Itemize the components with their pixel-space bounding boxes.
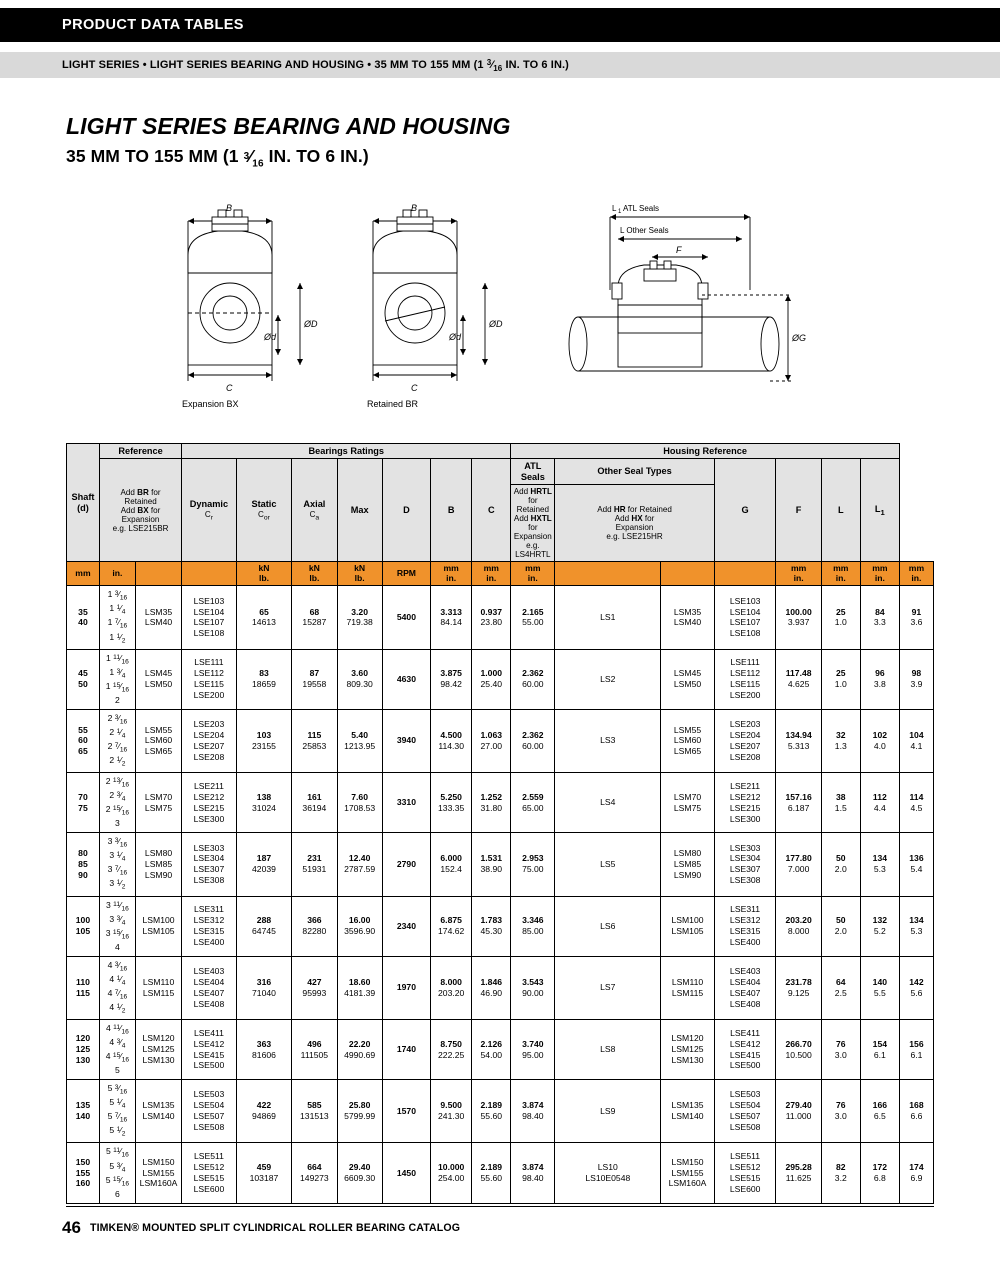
cell-reference-lsm: LSM35 LSM40 xyxy=(135,586,181,649)
cell-max-rpm: 4630 xyxy=(382,649,430,709)
table-row xyxy=(67,586,934,649)
units-shaft-mm: mm xyxy=(67,562,100,586)
cell-shaft-in: 4 $^3⁄_{16}$ 4 $^1⁄_4$ 4 $^7⁄_{16}$ 4 $^1⁄_2$ xyxy=(99,956,135,1019)
cell-dim-C: 2.362 60.00 xyxy=(511,709,555,772)
svg-text:ØG: ØG xyxy=(792,333,807,343)
cell-housing-lse: LSE411 LSE412 LSE415 LSE500 xyxy=(714,1019,776,1079)
cell-reference-lsm: LSM100 LSM105 xyxy=(135,896,181,956)
units-hsg-b xyxy=(714,562,776,586)
figure-housing-assembly xyxy=(560,195,820,410)
cell-housing-lsm: LSM135 LSM140 xyxy=(661,1080,714,1143)
cell-housing-lse: LSE503 LSE504 LSE507 LSE508 xyxy=(714,1080,776,1143)
breadcrumb: LIGHT SERIES • LIGHT SERIES BEARING AND HOUSING • 35 MM TO 155 MM (1 $^3⁄_{16}$ IN. TO 6 IN.) xyxy=(62,58,569,74)
units-atl xyxy=(555,562,661,586)
header-axial-label: Axial xyxy=(303,498,326,509)
cell-dim-L1: 114 4.5 xyxy=(899,773,933,833)
header-G: G xyxy=(714,459,776,562)
header-axial xyxy=(292,459,337,562)
cell-dim-D: 3.875 98.42 xyxy=(431,649,472,709)
units-B: mm in. xyxy=(472,562,511,586)
units-ref-b xyxy=(182,562,237,586)
svg-text:Expansion BX: Expansion BX xyxy=(182,399,239,409)
cell-shaft-mm: 35 40 xyxy=(67,586,100,649)
cell-dynamic-rating: 103 23155 xyxy=(236,709,292,772)
page-subtitle-fraction: 3 xyxy=(243,151,250,162)
cell-shaft-mm: 55 60 65 xyxy=(67,709,100,772)
cell-dim-F: 32 1.3 xyxy=(821,709,860,772)
svg-text:B: B xyxy=(226,203,233,213)
cell-dim-L1: 104 4.1 xyxy=(899,709,933,772)
cell-static-rating: 115 25853 xyxy=(292,709,337,772)
cell-dim-C: 3.543 90.00 xyxy=(511,956,555,1019)
cell-shaft-mm: 45 50 xyxy=(67,649,100,709)
cell-dim-C: 2.559 65.00 xyxy=(511,773,555,833)
svg-text:ØD: ØD xyxy=(304,319,318,329)
cell-dim-B: 1.783 45.30 xyxy=(472,896,511,956)
cell-dim-C: 3.874 98.40 xyxy=(511,1080,555,1143)
breadcrumb-fraction-denom: 16 xyxy=(493,64,503,74)
cell-dim-D: 10.000 254.00 xyxy=(431,1143,472,1203)
cell-dim-G: 134.94 5.313 xyxy=(776,709,821,772)
header-C: C xyxy=(472,459,511,562)
cell-atl-seal: LS2 xyxy=(555,649,661,709)
cell-housing-lse: LSE111 LSE112 LSE115 LSE200 xyxy=(714,649,776,709)
units-C: mm in. xyxy=(511,562,555,586)
units-shaft-in: in. xyxy=(99,562,135,586)
cell-shaft-in: 5 $^3⁄_{16}$ 5 $^1⁄_4$ 5 $^7⁄_{16}$ 5 $^1⁄_2$ xyxy=(99,1080,135,1143)
cell-dynamic-rating: 65 14613 xyxy=(236,586,292,649)
cell-max-rpm: 1570 xyxy=(382,1080,430,1143)
cell-dim-C: 2.165 55.00 xyxy=(511,586,555,649)
cell-dim-D: 6.875 174.62 xyxy=(431,896,472,956)
cell-dim-G: 231.78 9.125 xyxy=(776,956,821,1019)
units-L: mm in. xyxy=(860,562,899,586)
cell-dim-G: 117.48 4.625 xyxy=(776,649,821,709)
cell-axial-rating: 5.40 1213.95 xyxy=(337,709,382,772)
units-dynamic: kN lb. xyxy=(236,562,292,586)
cell-dim-D: 8.750 222.25 xyxy=(431,1019,472,1079)
cell-atl-seal: LS5 xyxy=(555,833,661,896)
cell-dim-F: 64 2.5 xyxy=(821,956,860,1019)
cell-shaft-in: 1 $^3⁄_{16}$ 1 $^1⁄_4$ 1 $^7⁄_{16}$ 1 $^1⁄_2$ xyxy=(99,586,135,649)
cell-dim-F: 50 2.0 xyxy=(821,833,860,896)
cell-atl-seal: LS7 xyxy=(555,956,661,1019)
cell-dim-L: 134 5.3 xyxy=(860,833,899,896)
cell-dim-F: 76 3.0 xyxy=(821,1080,860,1143)
cell-reference-lse: LSE303 LSE304 LSE307 LSE308 xyxy=(182,833,237,896)
table-row xyxy=(67,1080,934,1143)
header-shaft xyxy=(67,444,100,562)
cell-dim-L1: 136 5.4 xyxy=(899,833,933,896)
cell-shaft-in: 3 $^3⁄_{16}$ 3 $^1⁄_4$ 3 $^7⁄_{16}$ 3 $^1⁄_2$ xyxy=(99,833,135,896)
cell-axial-rating: 25.80 5799.99 xyxy=(337,1080,382,1143)
header-shaft-sub: (d) xyxy=(77,502,89,513)
cell-dim-D: 5.250 133.35 xyxy=(431,773,472,833)
page-subtitle-post: IN. TO 6 IN.) xyxy=(263,146,369,166)
cell-dynamic-rating: 459 103187 xyxy=(236,1143,292,1203)
cell-max-rpm: 3310 xyxy=(382,773,430,833)
cell-dim-F: 38 1.5 xyxy=(821,773,860,833)
cell-reference-lse: LSE203 LSE204 LSE207 LSE208 xyxy=(182,709,237,772)
svg-text:L Other Seals: L Other Seals xyxy=(620,226,669,235)
cell-reference-lsm: LSM70 LSM75 xyxy=(135,773,181,833)
header-static-sub: $C_{or}$ xyxy=(258,509,270,522)
cell-reference-lse: LSE111 LSE112 LSE115 LSE200 xyxy=(182,649,237,709)
units-static: kN lb. xyxy=(292,562,337,586)
svg-text:F: F xyxy=(676,245,682,255)
cell-dim-C: 3.874 98.40 xyxy=(511,1143,555,1203)
cell-dim-L: 172 6.8 xyxy=(860,1143,899,1203)
cell-reference-lsm: LSM110 LSM115 xyxy=(135,956,181,1019)
cell-static-rating: 427 95993 xyxy=(292,956,337,1019)
sub-header-bar xyxy=(0,52,1000,78)
breadcrumb-post: IN. TO 6 IN.) xyxy=(502,59,569,71)
cell-static-rating: 161 36194 xyxy=(292,773,337,833)
cell-shaft-in: 2 $^{13}⁄_{16}$ 2 $^3⁄_4$ 2 $^{15}⁄_{16}$ 3 xyxy=(99,773,135,833)
units-F: mm in. xyxy=(821,562,860,586)
cell-dim-L: 102 4.0 xyxy=(860,709,899,772)
cell-dim-C: 3.740 95.00 xyxy=(511,1019,555,1079)
header-other-seal-types: Other Seal Types xyxy=(555,459,714,485)
svg-text:B: B xyxy=(411,203,418,213)
cell-dim-B: 1.846 46.90 xyxy=(472,956,511,1019)
cell-max-rpm: 3940 xyxy=(382,709,430,772)
svg-text:Ød: Ød xyxy=(449,332,462,342)
cell-dim-L1: 98 3.9 xyxy=(899,649,933,709)
table-row xyxy=(67,1143,934,1203)
cell-static-rating: 231 51931 xyxy=(292,833,337,896)
cell-axial-rating: 16.00 3596.90 xyxy=(337,896,382,956)
footer-text: TIMKEN® MOUNTED SPLIT CYLINDRICAL ROLLER BEARING CATALOG xyxy=(90,1222,461,1234)
breadcrumb-pre: LIGHT SERIES • LIGHT SERIES BEARING AND HOUSING • 35 MM TO 155 MM (1 xyxy=(62,59,487,71)
header-axial-sub: $C_a$ xyxy=(309,509,320,522)
cell-shaft-in: 4 $^{11}⁄_{16}$ 4 $^3⁄_4$ 4 $^{15}⁄_{16}$ 5 xyxy=(99,1019,135,1079)
cell-shaft-mm: 80 85 90 xyxy=(67,833,100,896)
svg-text:C: C xyxy=(411,383,418,393)
cell-max-rpm: 1970 xyxy=(382,956,430,1019)
product-data-tables-title: PRODUCT DATA TABLES xyxy=(62,17,244,33)
cell-reference-lse: LSE503 LSE504 LSE507 LSE508 xyxy=(182,1080,237,1143)
cell-reference-lsm: LSM80 LSM85 LSM90 xyxy=(135,833,181,896)
cell-static-rating: 68 15287 xyxy=(292,586,337,649)
table-units-row xyxy=(67,562,934,586)
cell-dim-G: 100.00 3.937 xyxy=(776,586,821,649)
cell-atl-seal: LS10 LS10E0548 xyxy=(555,1143,661,1203)
units-max: RPM xyxy=(382,562,430,586)
cell-dim-G: 266.70 10.500 xyxy=(776,1019,821,1079)
cell-dim-L1: 142 5.6 xyxy=(899,956,933,1019)
cell-dim-B: 1.063 27.00 xyxy=(472,709,511,772)
cell-reference-lsm: LSM45 LSM50 xyxy=(135,649,181,709)
header-dynamic xyxy=(182,459,237,562)
cell-dim-B: 1.000 25.40 xyxy=(472,649,511,709)
cell-dim-L: 96 3.8 xyxy=(860,649,899,709)
cell-reference-lse: LSE511 LSE512 LSE515 LSE600 xyxy=(182,1143,237,1203)
header-bearings-ratings-group: Bearings Ratings xyxy=(182,444,511,459)
cell-shaft-in: 1 $^{11}⁄_{16}$ 1 $^3⁄_4$ 1 $^{15}⁄_{16}$ 2 xyxy=(99,649,135,709)
cell-housing-lse: LSE203 LSE204 LSE207 LSE208 xyxy=(714,709,776,772)
cell-dim-F: 25 1.0 xyxy=(821,649,860,709)
cell-dim-G: 295.28 11.625 xyxy=(776,1143,821,1203)
header-L: L xyxy=(821,459,860,562)
cell-shaft-mm: 110 115 xyxy=(67,956,100,1019)
cell-static-rating: 585 131513 xyxy=(292,1080,337,1143)
cell-housing-lsm: LSM70 LSM75 xyxy=(661,773,714,833)
header-other-note: Add HR for Retained Add HX for Expansion e.g. LSE215HR xyxy=(555,484,714,562)
cell-dim-L: 140 5.5 xyxy=(860,956,899,1019)
cell-reference-lsm: LSM55 LSM60 LSM65 xyxy=(135,709,181,772)
table-row xyxy=(67,773,934,833)
cell-dim-L: 132 5.2 xyxy=(860,896,899,956)
cell-housing-lse: LSE303 LSE304 LSE307 LSE308 xyxy=(714,833,776,896)
svg-text:Retained BR: Retained BR xyxy=(367,399,419,409)
table-row xyxy=(67,649,934,709)
figure-expansion-bx xyxy=(160,195,360,410)
cell-dim-G: 203.20 8.000 xyxy=(776,896,821,956)
units-ref-a xyxy=(135,562,181,586)
page-subtitle: 35 MM TO 155 MM (1 $^3⁄_{16}$ IN. TO 6 IN.) xyxy=(66,146,369,170)
cell-housing-lse: LSE211 LSE212 LSE215 LSE300 xyxy=(714,773,776,833)
cell-axial-rating: 29.40 6609.30 xyxy=(337,1143,382,1203)
cell-dynamic-rating: 138 31024 xyxy=(236,773,292,833)
cell-housing-lsm: LSM120 LSM125 LSM130 xyxy=(661,1019,714,1079)
header-add-br-note: Add BR for Retained Add BX for Expansion e.g. LSE215BR xyxy=(99,459,181,562)
cell-atl-seal: LS4 xyxy=(555,773,661,833)
units-L1: mm in. xyxy=(899,562,933,586)
cell-atl-seal: LS9 xyxy=(555,1080,661,1143)
units-hsg-a xyxy=(661,562,714,586)
cell-dim-L1: 168 6.6 xyxy=(899,1080,933,1143)
cell-static-rating: 87 19558 xyxy=(292,649,337,709)
cell-reference-lsm: LSM120 LSM125 LSM130 xyxy=(135,1019,181,1079)
cell-atl-seal: LS8 xyxy=(555,1019,661,1079)
cell-dynamic-rating: 363 81606 xyxy=(236,1019,292,1079)
cell-shaft-in: 5 $^{11}⁄_{16}$ 5 $^3⁄_4$ 5 $^{15}⁄_{16}$ 6 xyxy=(99,1143,135,1203)
cell-housing-lsm: LSM100 LSM105 xyxy=(661,896,714,956)
cell-reference-lse: LSE403 LSE404 LSE407 LSE408 xyxy=(182,956,237,1019)
cell-dim-L1: 91 3.6 xyxy=(899,586,933,649)
cell-dim-L: 166 6.5 xyxy=(860,1080,899,1143)
cell-reference-lse: LSE311 LSE312 LSE315 LSE400 xyxy=(182,896,237,956)
top-header-bar xyxy=(0,8,1000,42)
header-max: Max xyxy=(337,459,382,562)
cell-max-rpm: 1740 xyxy=(382,1019,430,1079)
cell-dim-D: 4.500 114.30 xyxy=(431,709,472,772)
cell-housing-lse: LSE511 LSE512 LSE515 LSE600 xyxy=(714,1143,776,1203)
table-group-header-row xyxy=(67,444,934,459)
cell-housing-lsm: LSM80 LSM85 LSM90 xyxy=(661,833,714,896)
cell-dynamic-rating: 422 94869 xyxy=(236,1080,292,1143)
cell-housing-lse: LSE103 LSE104 LSE107 LSE108 xyxy=(714,586,776,649)
header-shaft-label: Shaft xyxy=(71,492,95,503)
cell-shaft-mm: 150 155 160 xyxy=(67,1143,100,1203)
cell-dim-D: 3.313 84.14 xyxy=(431,586,472,649)
page-subtitle-fraction-denom: 16 xyxy=(252,158,264,170)
table-body xyxy=(67,586,934,1203)
cell-dim-B: 1.531 38.90 xyxy=(472,833,511,896)
cell-dynamic-rating: 288 64745 xyxy=(236,896,292,956)
cell-static-rating: 664 149273 xyxy=(292,1143,337,1203)
cell-atl-seal: LS1 xyxy=(555,586,661,649)
table-row xyxy=(67,709,934,772)
cell-reference-lse: LSE411 LSE412 LSE415 LSE500 xyxy=(182,1019,237,1079)
cell-dim-L: 154 6.1 xyxy=(860,1019,899,1079)
cell-axial-rating: 22.20 4990.69 xyxy=(337,1019,382,1079)
cell-housing-lsm: LSM55 LSM60 LSM65 xyxy=(661,709,714,772)
product-data-table xyxy=(66,443,934,1204)
cell-shaft-mm: 100 105 xyxy=(67,896,100,956)
cell-dim-L1: 134 5.3 xyxy=(899,896,933,956)
header-reference-group: Reference xyxy=(99,444,181,459)
cell-dim-B: 0.937 23.80 xyxy=(472,586,511,649)
cell-dim-G: 157.16 6.187 xyxy=(776,773,821,833)
svg-text:ATL Seals: ATL Seals xyxy=(623,204,660,213)
header-B: B xyxy=(431,459,472,562)
header-atl-seals: ATL Seals xyxy=(511,459,555,485)
cell-max-rpm: 2340 xyxy=(382,896,430,956)
header-housing-reference-group: Housing Reference xyxy=(511,444,900,459)
svg-text:ØD: ØD xyxy=(489,319,503,329)
cell-shaft-in: 2 $^3⁄_{16}$ 2 $^1⁄_4$ 2 $^7⁄_{16}$ 2 $^1⁄_2$ xyxy=(99,709,135,772)
cell-shaft-in: 3 $^{11}⁄_{16}$ 3 $^3⁄_4$ 3 $^{15}⁄_{16}$ 4 xyxy=(99,896,135,956)
cell-dim-F: 82 3.2 xyxy=(821,1143,860,1203)
svg-text:Ød: Ød xyxy=(264,332,277,342)
cell-dim-D: 6.000 152.4 xyxy=(431,833,472,896)
cell-reference-lse: LSE211 LSE212 LSE215 LSE300 xyxy=(182,773,237,833)
breadcrumb-fraction: 3 xyxy=(486,58,492,67)
cell-dynamic-rating: 316 71040 xyxy=(236,956,292,1019)
cell-dim-F: 25 1.0 xyxy=(821,586,860,649)
cell-housing-lsm: LSM35 LSM40 xyxy=(661,586,714,649)
header-L1: $L_1$ xyxy=(860,459,899,562)
page-subtitle-pre: 35 MM TO 155 MM (1 xyxy=(66,146,244,166)
header-dynamic-sub: $C_r$ xyxy=(204,509,213,522)
table-row xyxy=(67,833,934,896)
cell-housing-lse: LSE311 LSE312 LSE315 LSE400 xyxy=(714,896,776,956)
cell-housing-lsm: LSM45 LSM50 xyxy=(661,649,714,709)
table-subgroup-header-row xyxy=(67,459,934,485)
units-G: mm in. xyxy=(776,562,821,586)
cell-housing-lsm: LSM150 LSM155 LSM160A xyxy=(661,1143,714,1203)
cell-axial-rating: 18.60 4181.39 xyxy=(337,956,382,1019)
header-static xyxy=(236,459,292,562)
cell-axial-rating: 12.40 2787.59 xyxy=(337,833,382,896)
cell-dim-D: 8.000 203.20 xyxy=(431,956,472,1019)
cell-static-rating: 496 111505 xyxy=(292,1019,337,1079)
footer-divider xyxy=(66,1206,934,1207)
header-dynamic-label: Dynamic xyxy=(189,498,229,509)
cell-dim-L1: 156 6.1 xyxy=(899,1019,933,1079)
cell-dim-C: 3.346 85.00 xyxy=(511,896,555,956)
cell-dim-B: 2.126 54.00 xyxy=(472,1019,511,1079)
table-row xyxy=(67,1019,934,1079)
cell-shaft-mm: 120 125 130 xyxy=(67,1019,100,1079)
cell-max-rpm: 5400 xyxy=(382,586,430,649)
cell-housing-lsm: LSM110 LSM115 xyxy=(661,956,714,1019)
units-axial: kN lb. xyxy=(337,562,382,586)
cell-shaft-mm: 135 140 xyxy=(67,1080,100,1143)
units-D: mm in. xyxy=(431,562,472,586)
header-static-label: Static xyxy=(251,498,277,509)
cell-max-rpm: 2790 xyxy=(382,833,430,896)
cell-axial-rating: 7.60 1708.53 xyxy=(337,773,382,833)
cell-dim-D: 9.500 241.30 xyxy=(431,1080,472,1143)
header-D: D xyxy=(382,459,430,562)
svg-text:C: C xyxy=(226,383,233,393)
header-atl-note: Add HRTL for Retained Add HXTL for Expansion e.g. LS4HRTL xyxy=(511,484,555,562)
cell-reference-lse: LSE103 LSE104 LSE107 LSE108 xyxy=(182,586,237,649)
cell-atl-seal: LS3 xyxy=(555,709,661,772)
page-title: LIGHT SERIES BEARING AND HOUSING xyxy=(66,113,511,139)
cell-dim-F: 50 2.0 xyxy=(821,896,860,956)
cell-dim-B: 1.252 31.80 xyxy=(472,773,511,833)
cell-dim-C: 2.953 75.00 xyxy=(511,833,555,896)
cell-axial-rating: 3.60 809.30 xyxy=(337,649,382,709)
cell-max-rpm: 1450 xyxy=(382,1143,430,1203)
cell-dim-L: 84 3.3 xyxy=(860,586,899,649)
svg-text:1: 1 xyxy=(618,209,622,215)
cell-dim-C: 2.362 60.00 xyxy=(511,649,555,709)
cell-reference-lsm: LSM135 LSM140 xyxy=(135,1080,181,1143)
cell-static-rating: 366 82280 xyxy=(292,896,337,956)
cell-reference-lsm: LSM150 LSM155 LSM160A xyxy=(135,1143,181,1203)
cell-housing-lse: LSE403 LSE404 LSE407 LSE408 xyxy=(714,956,776,1019)
cell-dynamic-rating: 83 18659 xyxy=(236,649,292,709)
cell-dim-G: 177.80 7.000 xyxy=(776,833,821,896)
page-number: 46 xyxy=(62,1218,81,1237)
cell-dim-B: 2.189 55.60 xyxy=(472,1143,511,1203)
table-row xyxy=(67,956,934,1019)
cell-dynamic-rating: 187 42039 xyxy=(236,833,292,896)
svg-text:L: L xyxy=(612,204,617,213)
cell-dim-F: 76 3.0 xyxy=(821,1019,860,1079)
cell-dim-L1: 174 6.9 xyxy=(899,1143,933,1203)
table-row xyxy=(67,896,934,956)
cell-axial-rating: 3.20 719.38 xyxy=(337,586,382,649)
cell-dim-B: 2.189 55.60 xyxy=(472,1080,511,1143)
cell-shaft-mm: 70 75 xyxy=(67,773,100,833)
figure-retained-br xyxy=(345,195,545,410)
cell-atl-seal: LS6 xyxy=(555,896,661,956)
header-F: F xyxy=(776,459,821,562)
cell-dim-L: 112 4.4 xyxy=(860,773,899,833)
cell-dim-G: 279.40 11.000 xyxy=(776,1080,821,1143)
